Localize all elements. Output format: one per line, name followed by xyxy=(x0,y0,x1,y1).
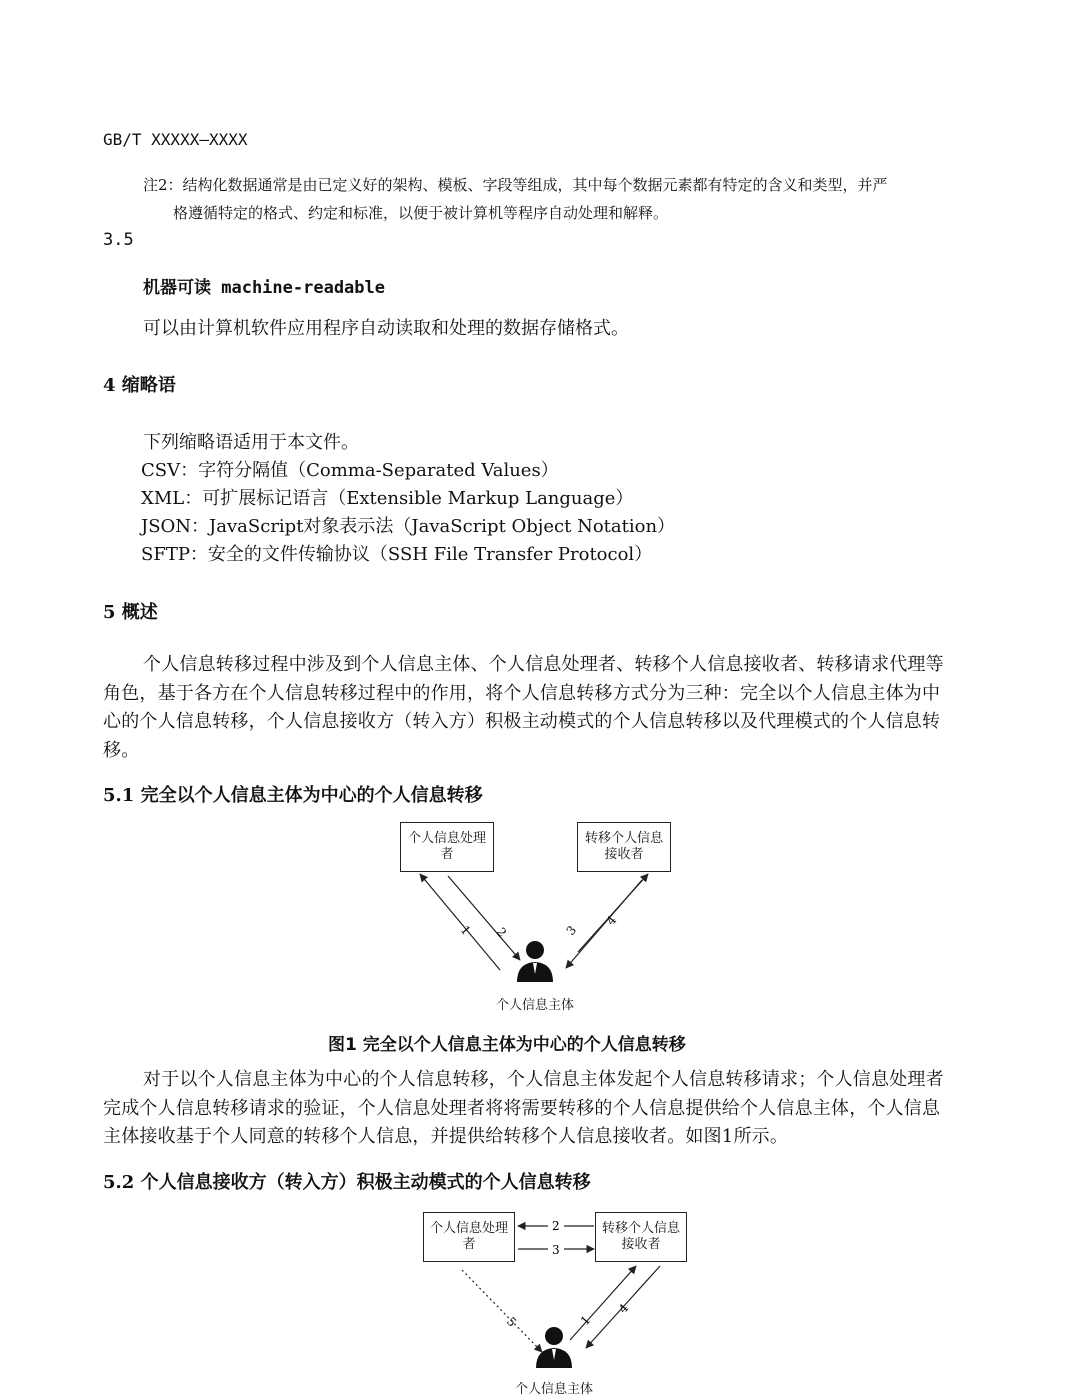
document-code: GB/T XXXXX—XXXX xyxy=(103,130,248,149)
fig1-label-4: 4 xyxy=(603,913,620,928)
fig2-box-processor: 个人信息处理者 xyxy=(423,1212,515,1262)
term-definition: 可以由计算机软件应用程序自动读取和处理的数据存储格式。 xyxy=(143,318,629,339)
fig1-arrows xyxy=(380,870,700,1010)
fig2-arrows xyxy=(420,1212,700,1388)
fig2-person-label: 个人信息主体 xyxy=(515,1382,594,1397)
section-5-title: 5 概述 xyxy=(103,602,158,623)
abbreviation-json: JSON：JavaScript对象表示法（JavaScript Object Notation） xyxy=(141,516,676,537)
fig2-person-icon xyxy=(536,1327,572,1368)
fig1-arrow-2 xyxy=(448,876,520,960)
fig1-label-2: 2 xyxy=(493,924,510,940)
abbreviation-csv: CSV：字符分隔值（Comma-Separated Values） xyxy=(141,460,559,481)
fig2-arrow-5 xyxy=(462,1270,542,1352)
note-2-line-2: 格遵循特定的格式、约定和标准，以便于被计算机等程序自动处理和解释。 xyxy=(173,204,669,222)
fig2-label-3: 3 xyxy=(552,1243,560,1257)
fig2-label-5: 5 xyxy=(503,1314,520,1330)
term-number: 3.5 xyxy=(103,230,134,250)
section-5-paragraph: 个人信息转移过程中涉及到个人信息主体、个人信息处理者、转移个人信息接收者、转移请求代理等角色，基于各方在个人信息转移过程中的作用，将个人信息转移方式分为三种：完全以个人信息主体为中心的个人信息转移，个人信息接收方（转入方）积极主动模式的个人信息转移以及代理模式的个人信息转移。 xyxy=(103,654,944,761)
fig1-arrow-4 xyxy=(563,880,642,968)
section-4-title: 4 缩略语 xyxy=(103,375,176,396)
section-5-2-title: 5.2 个人信息接收方（转入方）积极主动模式的个人信息转移 xyxy=(103,1172,591,1193)
term-title: 机器可读 machine-readable xyxy=(143,278,385,298)
fig1-box-processor: 个人信息处理者 xyxy=(400,822,494,872)
fig2-label-2: 2 xyxy=(552,1219,560,1233)
fig2-label-4: 4 xyxy=(615,1300,632,1317)
abbreviations-intro: 下列缩略语适用于本文件。 xyxy=(143,432,359,453)
fig2-label-1: 1 xyxy=(577,1312,594,1329)
abbreviation-sftp: SFTP：安全的文件传输协议（SSH File Transfer Protocol） xyxy=(141,544,653,565)
fig1-label-3: 3 xyxy=(563,923,580,938)
note-2-line-1: 注2：结构化数据通常是由已定义好的架构、模板、字段等组成，其中每个数据元素都有特定的含义和类型，并严 xyxy=(143,176,888,194)
fig1-label-1: 1 xyxy=(457,922,474,938)
section-5-1-paragraph: 对于以个人信息主体为中心的个人信息转移，个人信息主体发起个人信息转移请求；个人信息处理者完成个人信息转移请求的验证，个人信息处理者将将需要转移的个人信息提供给个人信息主体，个人信息主体接收基于个人同意的转移个人信息，并提供给转移个人信息接收者。如图1所示。 xyxy=(103,1069,944,1147)
fig2-box-receiver: 转移个人信息接收者 xyxy=(595,1212,687,1262)
fig1-person-label: 个人信息主体 xyxy=(496,998,575,1013)
figure-1-caption: 图1 完全以个人信息主体为中心的个人信息转移 xyxy=(328,1035,686,1055)
abbreviation-xml: XML：可扩展标记语言（Extensible Markup Language） xyxy=(141,488,634,509)
fig1-person-icon xyxy=(517,941,553,982)
fig1-box-receiver: 转移个人信息接收者 xyxy=(577,822,671,872)
section-5-1-title: 5.1 完全以个人信息主体为中心的个人信息转移 xyxy=(103,785,483,806)
